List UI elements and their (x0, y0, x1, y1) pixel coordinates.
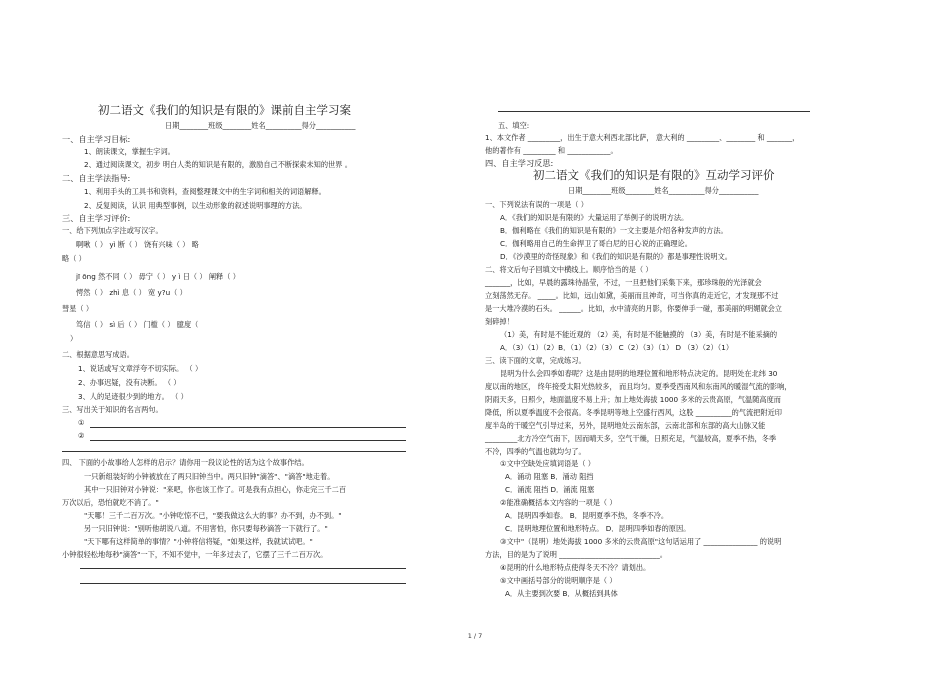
pinyin-row: 愕然（ ） zhì 息（ ） 宽 y?u（ ） (76, 288, 187, 297)
q2-line: 立刻荡然无存。 _____。比如，远山如黛，美丽而且神奇，可当你真的走近它，才发现那不过 (485, 291, 779, 300)
pinyin-row: 笃信（ ） sì 后（ ） 门槛（ ） 臆度（ (76, 320, 199, 329)
passage-line: 不冷，四季的气温也就均匀了。 (485, 447, 586, 456)
q1-heading: 一、给下列加点字注或写汉字。 (62, 226, 163, 235)
q2-line: _______，比如，早晨的露珠待晶莹，不过，一旦把他们采集下来，那珍珠般的光泽就会 (485, 278, 762, 287)
sub-question: ③文中"（昆明）地处海拔 1000 多米的云贵高原"这句话运用了 _______________ 的说明 (500, 537, 782, 546)
pinyin-row: 略（ ） (62, 254, 86, 263)
q2-numbered: （1）美，有时是不能近观的 （2）美，有时是不能触摸的 （3）美，有时是不能采摘的 (500, 330, 778, 339)
story-line: 另一只旧钟说："别听他胡说八道。不用害怕，你只要每秒滴答一下就行了。" (84, 524, 328, 533)
page-number: 1 / 7 (467, 632, 483, 640)
q1-heading: 一、下列说法有误的一项是（ ） (485, 200, 588, 209)
story-line: "天下哪有这样简单的事情？"小钟将信将疑，"如果这样，我就试试吧。" (84, 537, 313, 546)
sub-question: C．涌流 阻挡 D．涌流 阻塞 (505, 485, 595, 494)
answer-line (80, 568, 406, 569)
pinyin-row: ） (70, 334, 78, 343)
q2-choices: A．（3）（1）（2）B．（1）（2）（3） C（2）（3）（1） D （3）（2）（1） (500, 343, 734, 352)
left-meta-line: 日期________班级________姓名__________得分___________ (165, 121, 356, 130)
q3-heading: 三、写出关于知识的名言两句。 (62, 405, 163, 414)
left-title: 初二语文《我们的知识是有限的》课前自主学习案 (98, 103, 351, 117)
right-meta-line: 日期________班级________姓名__________得分___________ (568, 186, 759, 195)
fill-line: 他的著作有 _________ 和 ____________。 (485, 146, 618, 155)
right-title: 初二语文《我们的知识是有限的》互动学习评价 (533, 168, 775, 182)
q1-option: C．伽利略用自己的生命捍卫了哥白尼的日心说的正确理论。 (500, 239, 692, 248)
q2-item: 2、办事迟疑，没有决断。 （ ） (78, 378, 181, 387)
q2-item: 1、说话或写文章浮夸不切实际。 （ ） (78, 364, 203, 373)
pinyin-row: 啊啾（ ） yì 断（ ） 饶有兴味（ ） 略 (76, 240, 199, 249)
s2-item: 2、反复阅读，认识 用典型事例，以生动形象的叙述说明事理的方法。 (84, 201, 307, 210)
sub-question: ④昆明的什么地形特点使得冬天不冷？请划出。 (500, 563, 651, 572)
story-line: 其中一只旧钟对小钟说："来吧，你也该工作了。可是我有点担心，你走完三千二百 (84, 485, 347, 494)
answer-line (90, 440, 406, 441)
q3-item: ① (78, 418, 85, 427)
q2-line: 刻碎掉！ (485, 317, 514, 326)
q2-item: 3、人的足迹很少到的地方。 （ ） (78, 392, 188, 401)
fill-line: 1、本文作者 _________，出生于意大利西北部比萨， 意大利的 _________、________ 和 _______， (485, 133, 800, 142)
sub-question: ①文中空缺处应填词语是（ ） (500, 459, 595, 468)
q3-item: ② (78, 431, 85, 440)
pinyin-row: 彗星（ ） (62, 304, 94, 313)
passage-line: 昆明为什么会四季如春呢？这是由昆明的地理位置和地形特点决定的。昆明处在北纬 30 (500, 369, 778, 378)
reflection-heading: 四、自主学习反思: (485, 158, 554, 168)
sub-question: A．从主要到次要 B．从概括到具体 (505, 589, 618, 598)
sub-question: ⑤文中画括号部分的说明顺序是（ ） (500, 576, 617, 585)
sub-question: ②能准确概括本文内容的一项是（ ） (500, 498, 617, 507)
story-line: 小钟很轻松地每秒"滴答"一下，不知不觉中，一年多过去了，它摆了三千二百万次。 (62, 550, 328, 559)
passage-line: 降低，所以夏季温度不会很高。冬季昆明等地上空盛行西风，这股 __________的气流把附近印 (485, 408, 782, 417)
answer-line (498, 111, 810, 112)
s2-heading: 二、自主学法指导: (62, 173, 131, 183)
q2-heading: 二、根据意思写成语。 (62, 350, 134, 359)
sub-question: C．昆明地理位置和地形特点。 D．昆明四季如春的原因。 (505, 524, 691, 533)
s5-heading: 五、填空: (498, 121, 530, 130)
q2-heading: 二、将文后句子回填文中横线上。顺序恰当的是（ ） (485, 265, 653, 274)
answer-line (62, 451, 406, 452)
sub-question: A．昆明四季如春。 B．昆明夏季不热，冬季不冷。 (505, 511, 669, 520)
story-line: 万次以后，恐怕就吃不消了。" (62, 498, 159, 507)
answer-line (90, 427, 406, 428)
s1-item: 2、通过阅读课文，初步 明白人类的知识是有限的，激励自己不断探索未知的世界 。 (84, 160, 352, 169)
pinyin-row: jī ōng 然不同（ ） 毋宁（ ） y ì 日（ ） 阐释（ ） (76, 272, 240, 281)
passage-line: _________北方冷空气南下，因而晴天多，空气干燥，日照充足，气温较高，夏季不热，冬季 (485, 434, 777, 443)
q2-line: 是一大堆冷漠的石头。 ______。比如，水中清亮的月影，你要伸手一碰，那美丽的明媚就会立 (485, 304, 782, 313)
passage-line: 度半岛的干暖空气引导过来，另外，昆明地处云南东部，云南北部和东部的高大山脉又能 (485, 421, 766, 430)
passage-line: 阴雨天多，日照少，地面温度不易上升；加上地处海拔 1000 多米的云贵高原，气温随高度而 (485, 395, 781, 404)
story-line: "天哪！三千二百万次。"小钟吃惊不已，"要我做这么大的事？办不到，办不到。" (84, 511, 342, 520)
s4-heading: 四、 下面的小故事给人怎样的启示？请你用一段议论性的话为这个故事作结。 (62, 458, 309, 467)
passage-line: 度以南的地区， 终年接受太阳光热较多， 而且均匀。夏季受西南风和东南风的暖湿气流的影响， (485, 382, 792, 391)
answer-line (80, 583, 406, 584)
s2-item: 1、利用手头的工具书和资料，查阅整理课文中的生字词和相关的词语解释。 (84, 187, 326, 196)
q1-option: D．《沙漠里的奇怪现象》和《我们的知识是有限的》都是事理性说明文。 (500, 252, 732, 261)
s1-item: 1、朗读课文，掌握生字词。 (84, 147, 175, 156)
sub-question: A．涌动 阻塞 B．涌动 阻挡 (505, 472, 594, 481)
sub-question: 方法，目的是为了说明 ____________________________。 (485, 550, 667, 559)
s1-heading: 一、自主学习目标: (62, 134, 131, 144)
q1-option: A．《我们的知识是有限的》大量运用了举例子的说明方法。 (500, 213, 689, 222)
s3-heading: 三、自主学习评价: (62, 213, 131, 223)
story-line: 一只新组装好的小钟被放在了两只旧钟当中。两只旧钟"滴答"、"滴答"地走着。 (84, 472, 335, 481)
q3-heading: 三、读下面的文章，完成练习。 (485, 356, 586, 365)
q1-option: B．伽利略在《我们的知识是有限的》一文主要是介绍各种发声的方法。 (500, 226, 728, 235)
